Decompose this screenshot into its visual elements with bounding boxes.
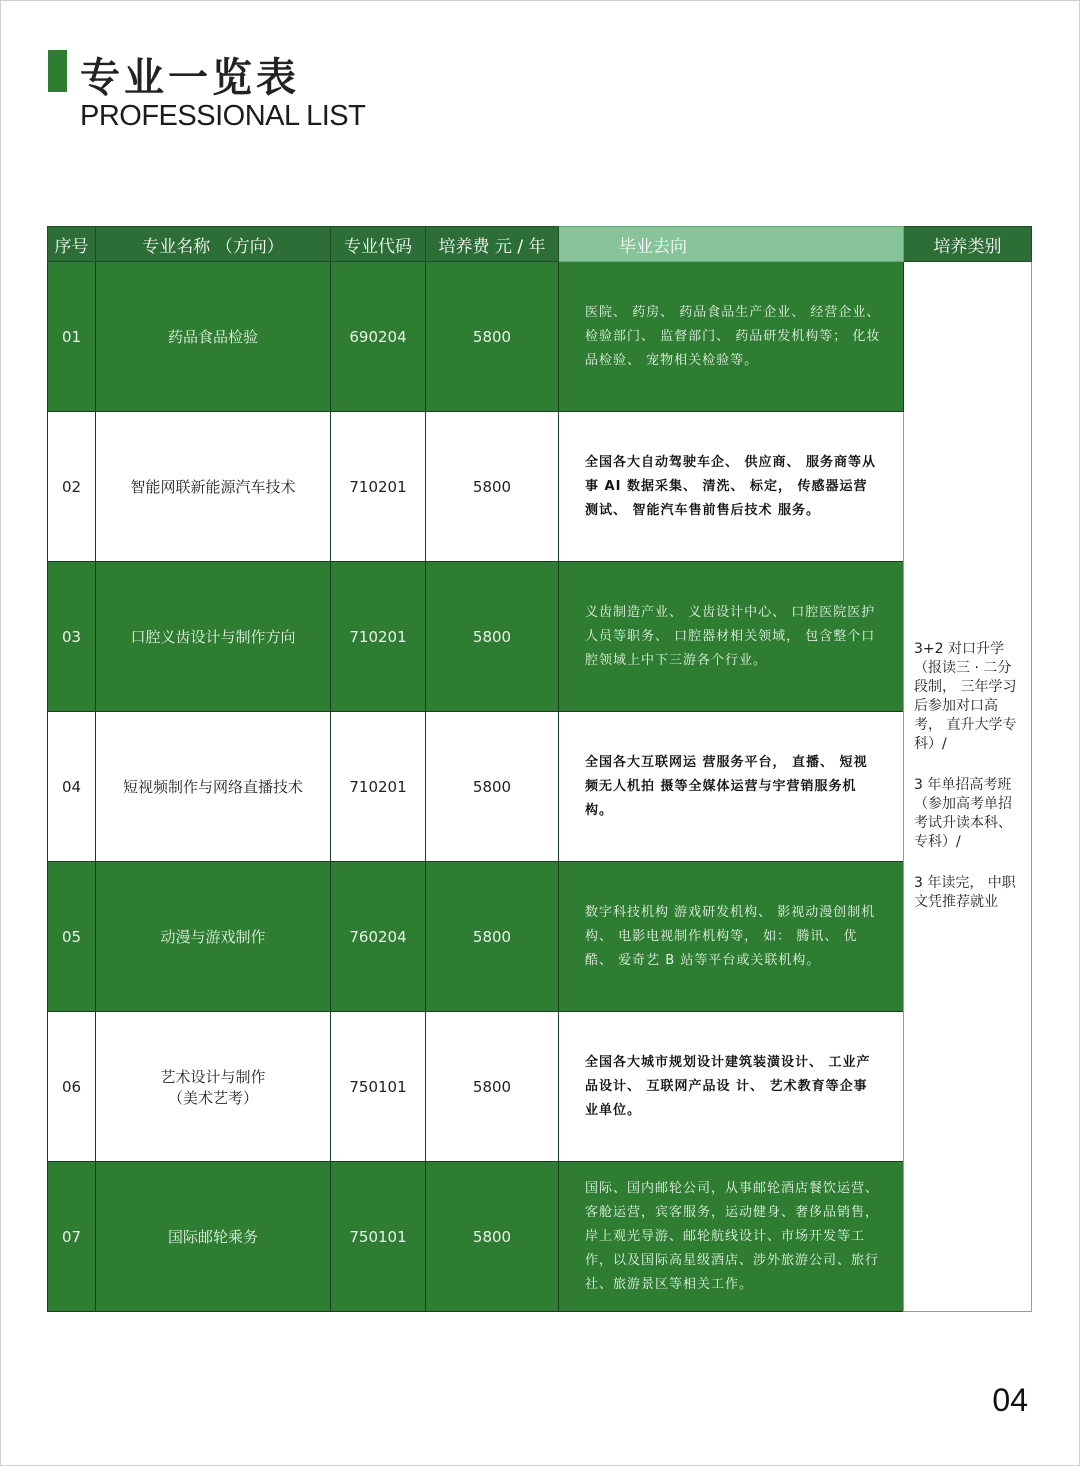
training-category-cell [904, 262, 1032, 1312]
header-major-name: 专业名称 （方向） [96, 227, 331, 262]
row-index: 04 [48, 712, 96, 862]
row-fee: 5800 [426, 412, 559, 562]
row-index: 01 [48, 262, 96, 412]
row-major-code: 750101 [331, 1162, 426, 1312]
row-fee: 5800 [426, 1162, 559, 1312]
row-destination: 国际、国内邮轮公司，从事邮轮酒店餐饮运营、客舱运营，宾客服务，运动健身、奢侈品销售，岸上观光导游、邮轮航线设计、市场开发等工作，以及国际高星级酒店、涉外旅游公司、旅行社、旅游景区等相关工作。 [559, 1162, 904, 1312]
row-major-code: 710201 [331, 712, 426, 862]
row-index: 07 [48, 1162, 96, 1312]
row-fee: 5800 [426, 862, 559, 1012]
table-row [48, 1012, 1032, 1162]
header-major-code: 专业代码 [331, 227, 426, 262]
major-name-note: （美术艺考） [167, 1088, 258, 1107]
table-row [48, 712, 1032, 862]
row-destination: 全国各大互联网运 营服务平台， 直播、 短视频无人机拍 摄等全媒体运营与宇营销服务机构。 [559, 712, 904, 862]
row-fee: 5800 [426, 712, 559, 862]
table-row [48, 562, 1032, 712]
row-fee: 5800 [426, 262, 559, 412]
row-major-code: 690204 [331, 262, 426, 412]
table-row [48, 1162, 1032, 1312]
row-major-name: 国际邮轮乘务 [96, 1162, 331, 1312]
row-major-code: 750101 [331, 1012, 426, 1162]
table-row [48, 412, 1032, 562]
category-item: 3+2 对口升学（报读三 · 二分段制， 三年学习后参加对口高考， 直升大学专科）/ [914, 640, 1017, 752]
page-subtitle: PROFESSIONAL LIST [80, 100, 366, 132]
row-destination: 义齿制造产业、 义齿设计中心、 口腔医院医护人员等职务、 口腔器材相关领域， 包含整个口腔领域上中下三游各个行业。 [559, 562, 904, 712]
row-destination: 全国各大自动驾驶车企、 供应商、 服务商等从事 AI 数据采集、 清洗、 标定， 传感器运营测试、 智能汽车售前售后技术 服务。 [559, 412, 904, 562]
row-major-name: 药品食品检验 [96, 262, 331, 412]
header-destination: 毕业去向 [559, 227, 904, 262]
row-major-name: 动漫与游戏制作 [96, 862, 331, 1012]
row-major-name [96, 1012, 331, 1162]
row-major-name: 短视频制作与网络直播技术 [96, 712, 331, 862]
majors-table [47, 226, 1032, 1312]
row-major-code: 760204 [331, 862, 426, 1012]
row-index: 05 [48, 862, 96, 1012]
row-major-name: 口腔义齿设计与制作方向 [96, 562, 331, 712]
table-row [48, 862, 1032, 1012]
row-fee: 5800 [426, 1012, 559, 1162]
row-destination: 全国各大城市规划设计建筑装潢设计、 工业产品设计、 互联网产品设 计、 艺术教育等企事业单位。 [559, 1012, 904, 1162]
page-number: 04 [992, 1382, 1028, 1418]
row-index: 03 [48, 562, 96, 712]
category-item: 3 年单招高考班（参加高考单招考试升读本科、专科）/ [914, 776, 1012, 850]
row-index: 06 [48, 1012, 96, 1162]
header-index: 序号 [48, 227, 96, 262]
row-index: 02 [48, 412, 96, 562]
category-item: 3 年读完， 中职文凭推荐就业 [914, 874, 1016, 910]
header-fee: 培养费 元 / 年 [426, 227, 559, 262]
page-title: 专业一览表 [80, 55, 300, 101]
row-major-code: 710201 [331, 562, 426, 712]
header-category: 培养类别 [904, 227, 1032, 262]
major-name-line: 艺术设计与制作 [160, 1067, 266, 1086]
table-row [48, 262, 1032, 412]
table-header-row [48, 227, 1032, 262]
row-fee: 5800 [426, 562, 559, 712]
row-destination: 医院、 药房、 药品食品生产企业、 经营企业、 检验部门、 监督部门、 药品研发机构等； 化妆品检验、 宠物相关检验等。 [559, 262, 904, 412]
row-major-name: 智能网联新能源汽车技术 [96, 412, 331, 562]
row-destination: 数字科技机构 游戏研发机构、 影视动漫创制机构、 电影电视制作机构等， 如： 腾讯、 优酷、 爱奇艺 B 站等平台或关联机构。 [559, 862, 904, 1012]
title-accent-bar [48, 50, 67, 92]
row-major-code: 710201 [331, 412, 426, 562]
